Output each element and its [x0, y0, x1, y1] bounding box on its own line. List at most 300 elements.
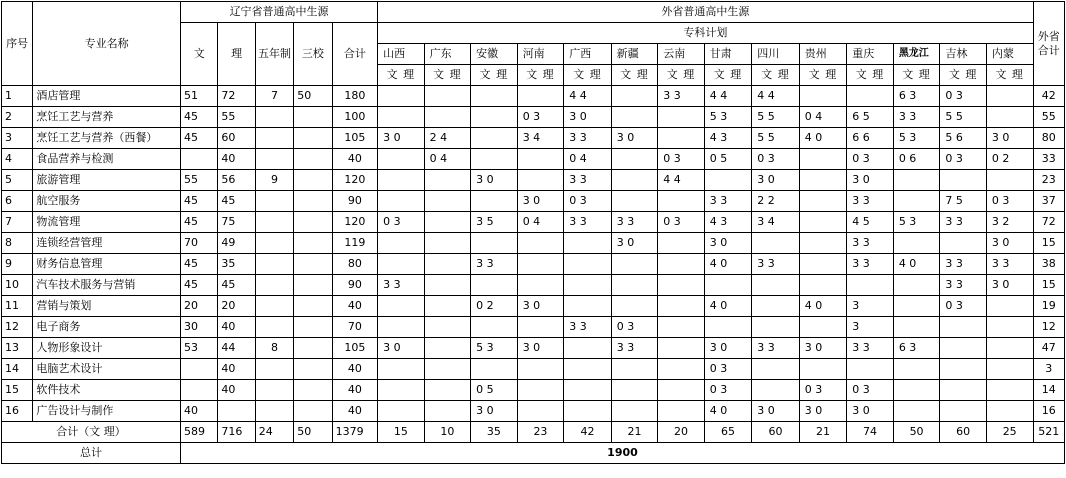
province-cell: [893, 170, 940, 191]
row-sanxiao: [294, 107, 332, 128]
province-cell: 3 0: [704, 338, 752, 359]
province-cell: [893, 401, 940, 422]
province-cell: 3 3: [940, 275, 987, 296]
row-wen: 45: [180, 107, 217, 128]
province-cell: 4 0: [704, 254, 752, 275]
province-cell: [564, 296, 612, 317]
province-cell: [378, 254, 425, 275]
province-cell: 3 4: [752, 212, 800, 233]
totals-out-total: 521: [1033, 422, 1064, 443]
province-cell: [799, 191, 847, 212]
row-seq: 15: [2, 380, 33, 401]
province-cell: [611, 170, 658, 191]
wen-header: 文: [180, 23, 217, 86]
totals-province-cell: 60: [940, 422, 987, 443]
province-cell: 0 4: [424, 149, 471, 170]
province-cell: 3 0: [564, 107, 612, 128]
totals-province-cell: 35: [471, 422, 518, 443]
province-cell: 4 3: [704, 212, 752, 233]
grand-total-row: [2, 443, 1065, 464]
province-cell: [752, 317, 800, 338]
row-seq: 5: [2, 170, 33, 191]
table-row: [2, 128, 1065, 149]
row-wen: 45: [180, 275, 217, 296]
province-cell: [658, 128, 705, 149]
province-cell: 3 5: [471, 212, 518, 233]
province-cell: 7 5: [940, 191, 987, 212]
province-header: 安徽: [471, 44, 518, 65]
row-wen: [180, 380, 217, 401]
province-cell: 3 3: [564, 212, 612, 233]
province-cell: 3 0: [611, 233, 658, 254]
province-cell: 3 0: [799, 401, 847, 422]
row-li: [218, 401, 255, 422]
province-cell: [471, 317, 518, 338]
row-sanxiao: [294, 254, 332, 275]
seq-header: 序号: [2, 2, 33, 86]
row-seq: 9: [2, 254, 33, 275]
table-row: [2, 191, 1065, 212]
row-five-year: [255, 191, 293, 212]
province-cell: 4 0: [704, 296, 752, 317]
province-header: 吉林: [940, 44, 987, 65]
row-seq: 13: [2, 338, 33, 359]
province-cell: 5 3: [893, 128, 940, 149]
row-seq: 8: [2, 233, 33, 254]
province-cell: [611, 107, 658, 128]
row-out-total: 16: [1033, 401, 1064, 422]
province-cell: [658, 317, 705, 338]
province-cell: 0 2: [471, 296, 518, 317]
province-cell: [940, 317, 987, 338]
province-cell: [847, 86, 894, 107]
province-cell: [378, 233, 425, 254]
province-cell: [564, 233, 612, 254]
province-cell: [471, 233, 518, 254]
table-row: [2, 380, 1065, 401]
row-five-year: [255, 212, 293, 233]
row-subtotal: 105: [332, 128, 378, 149]
row-out-total: 38: [1033, 254, 1064, 275]
row-subtotal: 80: [332, 254, 378, 275]
province-cell: 4 0: [799, 296, 847, 317]
row-five-year: [255, 317, 293, 338]
row-seq: 11: [2, 296, 33, 317]
totals-row: [2, 422, 1065, 443]
totals-province-cell: 20: [658, 422, 705, 443]
totals-province-cell: 10: [424, 422, 471, 443]
province-cell: 0 3: [752, 149, 800, 170]
province-cell: 3 3: [564, 317, 612, 338]
province-cell: 3 3: [564, 128, 612, 149]
wenli-subheader: 文 理: [940, 65, 987, 86]
province-cell: 4 4: [752, 86, 800, 107]
province-cell: [940, 359, 987, 380]
province-cell: [658, 380, 705, 401]
province-cell: [986, 338, 1033, 359]
row-li: 72: [218, 86, 255, 107]
row-five-year: [255, 359, 293, 380]
row-five-year: 7: [255, 86, 293, 107]
province-cell: [940, 401, 987, 422]
province-cell: 3 3: [752, 254, 800, 275]
province-cell: [704, 275, 752, 296]
row-seq: 4: [2, 149, 33, 170]
province-cell: [893, 233, 940, 254]
province-cell: 3 0: [471, 170, 518, 191]
province-cell: 3 0: [752, 170, 800, 191]
row-seq: 16: [2, 401, 33, 422]
province-cell: 4 3: [704, 128, 752, 149]
province-cell: [799, 86, 847, 107]
row-seq: 10: [2, 275, 33, 296]
province-cell: [517, 254, 564, 275]
province-cell: [517, 380, 564, 401]
row-five-year: [255, 401, 293, 422]
province-cell: 2 2: [752, 191, 800, 212]
province-cell: 3 3: [893, 107, 940, 128]
province-cell: [611, 254, 658, 275]
province-cell: [424, 275, 471, 296]
row-out-total: 42: [1033, 86, 1064, 107]
row-five-year: [255, 149, 293, 170]
totals-li: 716: [218, 422, 255, 443]
row-seq: 7: [2, 212, 33, 233]
row-subtotal: 40: [332, 149, 378, 170]
province-cell: [517, 86, 564, 107]
province-cell: [799, 254, 847, 275]
province-cell: 0 3: [986, 191, 1033, 212]
province-cell: 0 3: [940, 149, 987, 170]
province-header: 云南: [658, 44, 705, 65]
province-cell: 3 0: [847, 401, 894, 422]
province-cell: 3 0: [752, 401, 800, 422]
row-seq: 3: [2, 128, 33, 149]
row-sanxiao: [294, 212, 332, 233]
row-subtotal: 40: [332, 401, 378, 422]
province-cell: [378, 296, 425, 317]
province-cell: 3 3: [611, 338, 658, 359]
province-cell: 0 5: [471, 380, 518, 401]
row-out-total: 3: [1033, 359, 1064, 380]
province-cell: 3 3: [704, 191, 752, 212]
province-cell: 3 3: [847, 338, 894, 359]
province-cell: [378, 149, 425, 170]
province-cell: [704, 170, 752, 191]
province-cell: 5 3: [471, 338, 518, 359]
five-year-header: 五年制: [255, 23, 293, 86]
row-subtotal: 40: [332, 359, 378, 380]
row-li: 40: [218, 359, 255, 380]
province-cell: [471, 149, 518, 170]
province-cell: 0 3: [847, 149, 894, 170]
province-cell: [564, 254, 612, 275]
province-cell: 6 3: [893, 86, 940, 107]
row-out-total: 37: [1033, 191, 1064, 212]
province-cell: [893, 359, 940, 380]
row-out-total: 80: [1033, 128, 1064, 149]
province-cell: [799, 170, 847, 191]
totals-sanxiao: 50: [294, 422, 332, 443]
province-cell: [847, 359, 894, 380]
province-cell: [658, 275, 705, 296]
row-five-year: [255, 107, 293, 128]
row-li: 55: [218, 107, 255, 128]
table-row: [2, 170, 1065, 191]
wenli-subheader: 文 理: [893, 65, 940, 86]
totals-province-cell: 50: [893, 422, 940, 443]
row-major-name: 人物形象设计: [33, 338, 181, 359]
row-five-year: [255, 296, 293, 317]
province-cell: 3 0: [986, 275, 1033, 296]
row-li: 56: [218, 170, 255, 191]
province-cell: 0 3: [378, 212, 425, 233]
province-cell: 6 6: [847, 128, 894, 149]
row-sanxiao: [294, 296, 332, 317]
province-cell: 0 3: [704, 359, 752, 380]
row-out-total: 12: [1033, 317, 1064, 338]
province-cell: [658, 107, 705, 128]
province-cell: 4 4: [658, 170, 705, 191]
province-header: 黑龙江: [893, 44, 940, 65]
province-cell: 0 3: [940, 86, 987, 107]
row-wen: 45: [180, 212, 217, 233]
province-cell: [799, 275, 847, 296]
row-li: 40: [218, 149, 255, 170]
province-cell: [424, 86, 471, 107]
province-header: 甘肃: [704, 44, 752, 65]
province-cell: 5 5: [752, 128, 800, 149]
province-cell: [893, 317, 940, 338]
province-cell: [611, 296, 658, 317]
grand-total-value: 1900: [180, 443, 1064, 464]
province-cell: 4 4: [564, 86, 612, 107]
province-cell: 3 4: [517, 128, 564, 149]
province-cell: [424, 317, 471, 338]
row-li: 40: [218, 317, 255, 338]
province-cell: [893, 296, 940, 317]
province-cell: 3 3: [940, 254, 987, 275]
row-subtotal: 100: [332, 107, 378, 128]
province-cell: 3 0: [704, 233, 752, 254]
row-subtotal: 70: [332, 317, 378, 338]
province-cell: 3 3: [752, 338, 800, 359]
totals-province-cell: 74: [847, 422, 894, 443]
province-cell: [424, 380, 471, 401]
province-cell: [517, 317, 564, 338]
province-cell: [424, 401, 471, 422]
province-cell: 3 0: [378, 128, 425, 149]
table-header: [2, 2, 1065, 86]
totals-province-cell: 42: [564, 422, 612, 443]
province-cell: [424, 338, 471, 359]
province-cell: [517, 149, 564, 170]
table-row: [2, 296, 1065, 317]
wenli-subheader: 文 理: [517, 65, 564, 86]
row-out-total: 15: [1033, 233, 1064, 254]
province-cell: [658, 338, 705, 359]
province-cell: [799, 317, 847, 338]
province-cell: [611, 149, 658, 170]
row-out-total: 14: [1033, 380, 1064, 401]
row-subtotal: 120: [332, 170, 378, 191]
row-li: 49: [218, 233, 255, 254]
province-cell: [986, 359, 1033, 380]
province-cell: 0 3: [847, 380, 894, 401]
province-cell: [564, 380, 612, 401]
row-wen: 30: [180, 317, 217, 338]
row-seq: 2: [2, 107, 33, 128]
province-cell: [986, 107, 1033, 128]
province-header: 河南: [517, 44, 564, 65]
liaoning-source-header: 辽宁省普通高中生源: [180, 2, 377, 23]
row-out-total: 19: [1033, 296, 1064, 317]
province-cell: 0 3: [611, 317, 658, 338]
province-cell: [986, 170, 1033, 191]
province-cell: 3 3: [611, 212, 658, 233]
province-cell: 3 3: [940, 212, 987, 233]
province-cell: [424, 107, 471, 128]
row-major-name: 财务信息管理: [33, 254, 181, 275]
province-cell: [564, 275, 612, 296]
row-major-name: 航空服务: [33, 191, 181, 212]
province-cell: [611, 401, 658, 422]
province-cell: [424, 296, 471, 317]
table-row: [2, 212, 1065, 233]
row-major-name: 烹饪工艺与营养: [33, 107, 181, 128]
table-row: [2, 149, 1065, 170]
wenli-subheader: 文 理: [799, 65, 847, 86]
row-five-year: [255, 128, 293, 149]
province-cell: [471, 359, 518, 380]
province-cell: 0 3: [564, 191, 612, 212]
province-cell: 3 3: [564, 170, 612, 191]
province-cell: [517, 233, 564, 254]
wenli-subheader: 文 理: [378, 65, 425, 86]
province-cell: [611, 86, 658, 107]
province-cell: [517, 401, 564, 422]
province-cell: [658, 254, 705, 275]
row-sanxiao: [294, 233, 332, 254]
province-cell: 4 0: [704, 401, 752, 422]
province-cell: [799, 359, 847, 380]
province-cell: 4 0: [893, 254, 940, 275]
province-cell: 3 0: [986, 128, 1033, 149]
province-cell: [611, 275, 658, 296]
province-cell: [378, 380, 425, 401]
wenli-subheader: 文 理: [704, 65, 752, 86]
province-cell: [658, 401, 705, 422]
province-cell: [564, 359, 612, 380]
row-major-name: 营销与策划: [33, 296, 181, 317]
row-major-name: 旅游管理: [33, 170, 181, 191]
row-seq: 12: [2, 317, 33, 338]
province-cell: 0 3: [799, 380, 847, 401]
out-total-header: 外省合计: [1033, 2, 1064, 86]
row-major-name: 电子商务: [33, 317, 181, 338]
province-cell: 5 3: [704, 107, 752, 128]
row-subtotal: 180: [332, 86, 378, 107]
province-cell: [378, 107, 425, 128]
province-cell: [658, 296, 705, 317]
province-cell: [940, 233, 987, 254]
province-cell: [424, 170, 471, 191]
table-row: [2, 317, 1065, 338]
totals-province-cell: 21: [611, 422, 658, 443]
province-cell: [517, 275, 564, 296]
row-li: 35: [218, 254, 255, 275]
row-wen: [180, 359, 217, 380]
row-major-name: 汽车技术服务与营销: [33, 275, 181, 296]
row-major-name: 物流管理: [33, 212, 181, 233]
totals-province-cell: 21: [799, 422, 847, 443]
province-cell: [752, 233, 800, 254]
province-cell: 3: [847, 317, 894, 338]
province-cell: [986, 86, 1033, 107]
table-row: [2, 338, 1065, 359]
sanxiao-header: 三校: [294, 23, 332, 86]
province-cell: [517, 359, 564, 380]
province-cell: 4 4: [704, 86, 752, 107]
wenli-subheader: 文 理: [847, 65, 894, 86]
province-cell: 2 4: [424, 128, 471, 149]
row-seq: 14: [2, 359, 33, 380]
province-cell: [564, 338, 612, 359]
province-cell: 3 3: [378, 275, 425, 296]
province-cell: [847, 275, 894, 296]
province-cell: 3 3: [847, 191, 894, 212]
province-cell: 0 4: [799, 107, 847, 128]
row-wen: 53: [180, 338, 217, 359]
row-li: 75: [218, 212, 255, 233]
row-major-name: 广告设计与制作: [33, 401, 181, 422]
row-subtotal: 90: [332, 275, 378, 296]
row-subtotal: 40: [332, 296, 378, 317]
province-cell: [471, 107, 518, 128]
row-li: 20: [218, 296, 255, 317]
province-cell: 3 0: [471, 401, 518, 422]
province-cell: 0 4: [564, 149, 612, 170]
province-cell: [424, 254, 471, 275]
row-sanxiao: [294, 317, 332, 338]
province-cell: 5 6: [940, 128, 987, 149]
totals-province-cell: 65: [704, 422, 752, 443]
row-li: 60: [218, 128, 255, 149]
row-five-year: [255, 380, 293, 401]
province-cell: 4 0: [799, 128, 847, 149]
totals-label: 合计（文 理）: [2, 422, 181, 443]
row-out-total: 47: [1033, 338, 1064, 359]
province-header: 新疆: [611, 44, 658, 65]
province-cell: [378, 86, 425, 107]
out-province-header: 外省普通高中生源: [378, 2, 1033, 23]
province-cell: 0 4: [517, 212, 564, 233]
row-five-year: [255, 254, 293, 275]
province-cell: 0 3: [940, 296, 987, 317]
wenli-subheader: 文 理: [471, 65, 518, 86]
row-wen: 40: [180, 401, 217, 422]
subtotal-header: 合计: [332, 23, 378, 86]
row-li: 40: [218, 380, 255, 401]
province-cell: [471, 128, 518, 149]
row-subtotal: 105: [332, 338, 378, 359]
province-header: 重庆: [847, 44, 894, 65]
grand-total-label: 总计: [2, 443, 181, 464]
row-major-name: 烹饪工艺与营养（西餐）: [33, 128, 181, 149]
row-major-name: 软件技术: [33, 380, 181, 401]
province-cell: [940, 380, 987, 401]
province-cell: 4 5: [847, 212, 894, 233]
